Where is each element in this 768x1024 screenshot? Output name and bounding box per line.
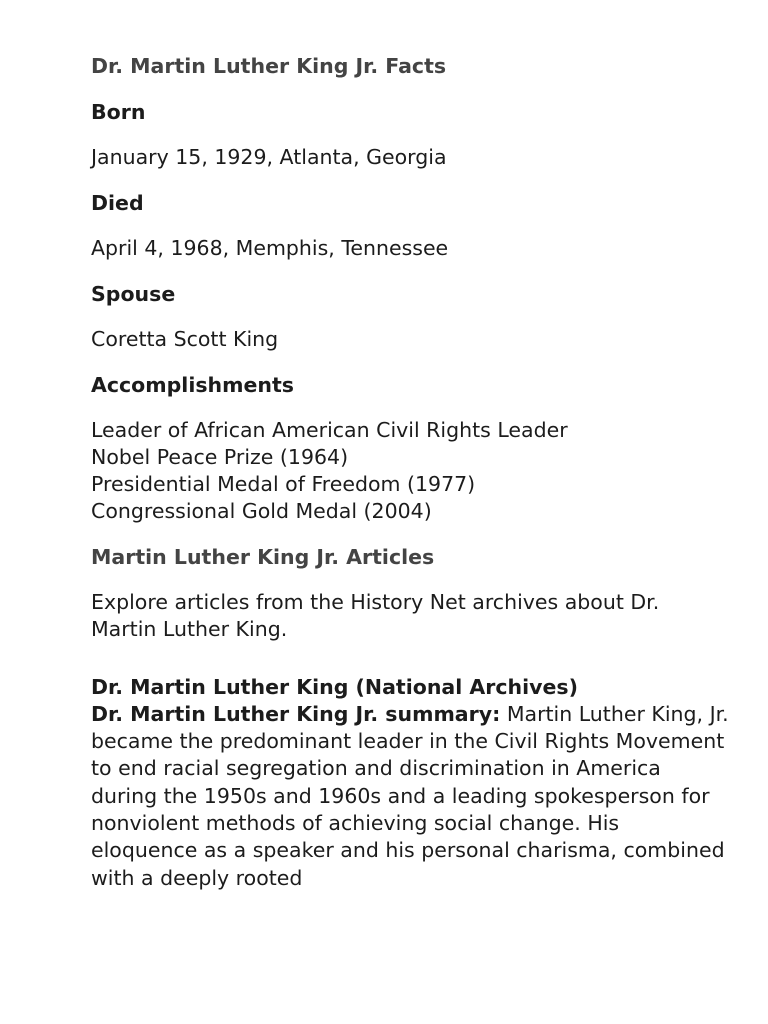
accomplishments-list [91, 417, 731, 525]
articles-intro: Explore articles from the History Net archives about Dr. Martin Luther King. [91, 590, 660, 642]
died-value: April 4, 1968, Memphis, Tennessee [91, 236, 449, 260]
spouse-label: Spouse [91, 282, 176, 306]
spouse-value: Coretta Scott King [91, 327, 279, 351]
list-item: Congressional Gold Medal (2004) [91, 499, 432, 523]
born-value: January 15, 1929, Atlanta, Georgia [91, 145, 447, 169]
summary-text: Martin Luther King, Jr. became the predominant leader in the Civil Rights Movement to end racial segregation and discrimination in America during the 1950s and 1960s and a leading spokesperson for nonviolent methods of achieving social change. His eloquence as a speaker and his personal charisma, combined with a deeply rooted [91, 701, 729, 890]
summary-paragraph [91, 701, 731, 892]
summary-lead: Dr. Martin Luther King Jr. summary: [91, 701, 501, 726]
born-label: Born [91, 100, 146, 124]
list-item: Nobel Peace Prize (1964) [91, 445, 349, 469]
died-label: Died [91, 191, 144, 215]
list-item: Leader of African American Civil Rights Leader [91, 418, 568, 442]
list-item: Presidential Medal of Freedom (1977) [91, 472, 476, 496]
document-page [91, 52, 731, 892]
facts-title: Dr. Martin Luther King Jr. Facts [91, 54, 447, 78]
image-caption: Dr. Martin Luther King (National Archives) [91, 674, 578, 699]
accomplishments-label: Accomplishments [91, 373, 294, 397]
articles-title: Martin Luther King Jr. Articles [91, 545, 435, 569]
